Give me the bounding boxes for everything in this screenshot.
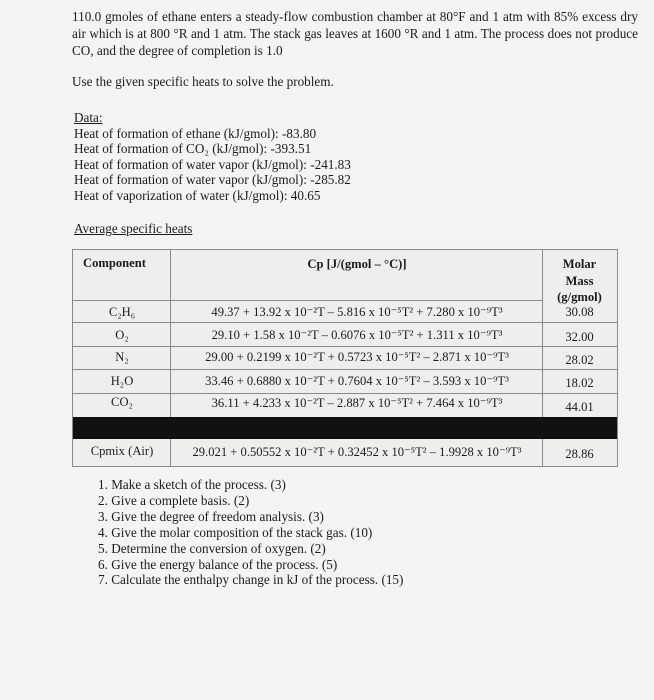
table-cell-molar-mass: 28.86 (565, 447, 594, 461)
table-divider (73, 346, 617, 347)
table-cell-component: H₂O (110, 374, 134, 388)
header-molar-mass: Mass (565, 274, 594, 288)
header-component: Component (83, 256, 146, 270)
problem-statement: 110.0 gmoles of ethane enters a steady-flow combustion chamber at 80°F and 1 atm with 85% excess dry air which is at 800 °R and 1 atm. The stack gas leaves at 1600 °R and 1 atm. The process does not produce CO, and the degree of completion is 1.0 (72, 9, 638, 58)
table-cell-molar-mass: 30.08 (565, 305, 594, 319)
list-item: 7. Calculate the enthalpy change in kJ of the process. (15) (98, 572, 404, 588)
data-section (74, 110, 351, 204)
list-item: 2. Give a complete basis. (2) (98, 492, 250, 508)
list-item: 5. Determine the conversion of oxygen. (2) (98, 540, 326, 556)
instruction-text: Use the given specific heats to solve the problem. (72, 74, 334, 89)
data-line: Heat of formation of CO₂ (kJ/gmol): -393.51 (74, 141, 312, 157)
questions-list (98, 477, 403, 588)
table-divider (73, 322, 617, 323)
table-cell-molar-mass: 32.00 (565, 330, 594, 344)
specific-heats-title: Average specific heats (74, 221, 193, 236)
data-line: Heat of formation of water vapor (kJ/gmol): -241.83 (74, 156, 351, 172)
table-cell-cp: 29.021 + 0.50552 x 10⁻²T + 0.32452 x 10⁻⁵T² – 1.9928 x 10⁻⁹T³ (192, 445, 522, 459)
list-item: 3. Give the degree of freedom analysis. (3) (98, 508, 324, 524)
header-cp: Cp [J/(gmol – °C)] (307, 257, 407, 271)
data-line: Heat of vaporization of water (kJ/gmol): 40.65 (74, 187, 321, 203)
table-cell-component: O₂ (115, 328, 129, 342)
table-cell-cp: 33.46 + 0.6880 x 10⁻²T + 0.7604 x 10⁻⁵T² – 3.593 x 10⁻⁹T³ (205, 374, 509, 388)
table-divider (73, 369, 617, 370)
list-item: 6. Give the energy balance of the process. (5) (98, 556, 338, 572)
table-cell-cp: 29.10 + 1.58 x 10⁻²T – 0.6076 x 10⁻⁵T² + 1.311 x 10⁻⁹T³ (211, 328, 503, 342)
table-cell-cp: 49.37 + 13.92 x 10⁻²T – 5.816 x 10⁻⁵T² + 7.280 x 10⁻⁹T³ (211, 305, 503, 319)
table-separator-bar (73, 417, 617, 439)
table-cell-component: N₂ (115, 350, 129, 364)
table-divider (73, 393, 617, 394)
table-cell-cp: 29.00 + 0.2199 x 10⁻²T + 0.5723 x 10⁻⁵T² – 2.871 x 10⁻⁹T³ (205, 350, 509, 364)
table-cell-molar-mass: 44.01 (565, 400, 594, 414)
header-molar-mass: Molar (562, 257, 597, 271)
table-cell-component: C₂H₆ (108, 305, 136, 319)
table-cell-molar-mass: 28.02 (565, 353, 594, 367)
data-line: Heat of formation of ethane (kJ/gmol): -83.80 (74, 125, 317, 141)
list-item: 1. Make a sketch of the process. (3) (98, 477, 286, 492)
table-cell-component: Cpmix (Air) (90, 444, 154, 458)
table-cell-molar-mass: 18.02 (565, 376, 594, 390)
specific-heats-table (72, 249, 618, 467)
data-line: Heat of formation of water vapor (kJ/gmol): -285.82 (74, 172, 351, 188)
header-molar-mass: (g/gmol) (557, 290, 602, 304)
data-header: Data: (74, 110, 103, 125)
table-divider (73, 300, 542, 301)
list-item: 4. Give the molar composition of the stack gas. (10) (98, 524, 373, 540)
table-cell-cp: 36.11 + 4.233 x 10⁻²T – 2.887 x 10⁻⁵T² + 7.464 x 10⁻⁹T³ (211, 396, 503, 410)
table-cell-component: CO₂ (111, 395, 133, 409)
